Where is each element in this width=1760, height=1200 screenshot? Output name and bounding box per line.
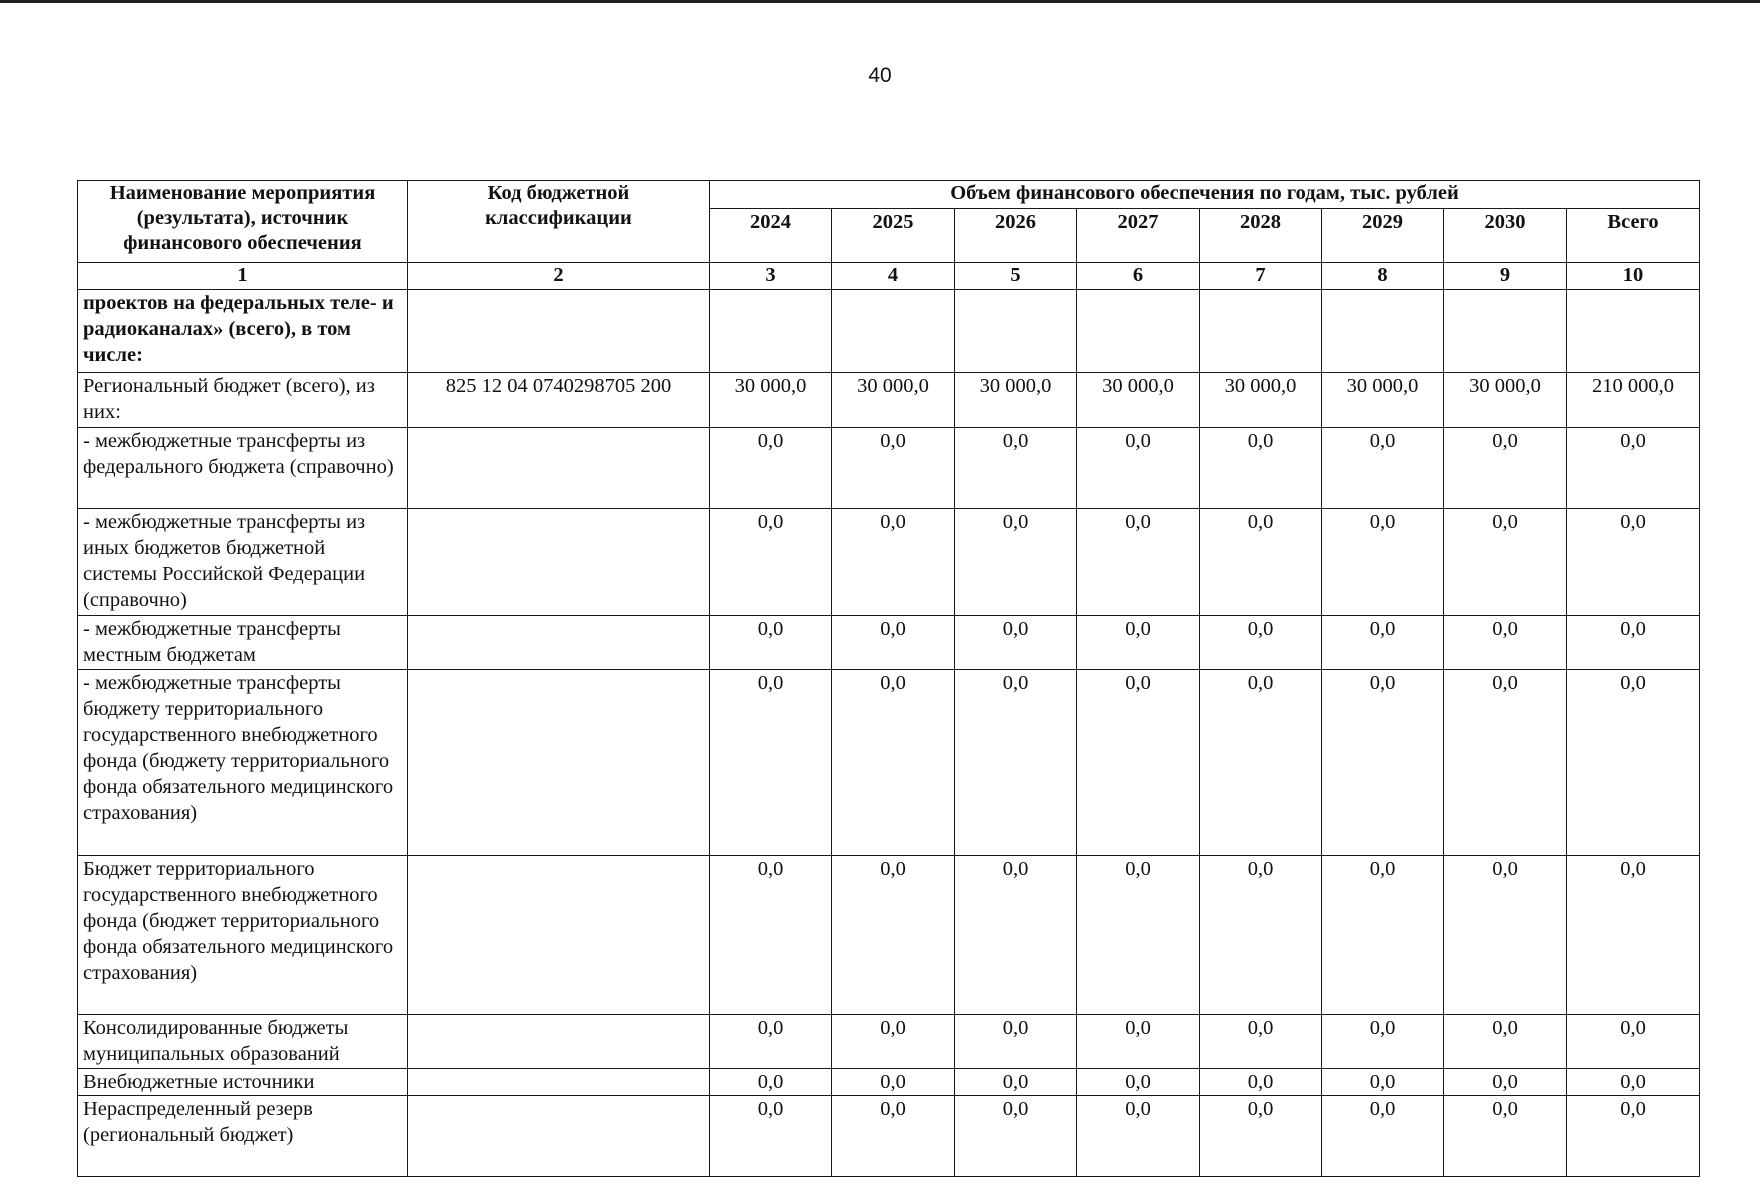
table-row — [78, 428, 1700, 509]
column-number: 8 — [1322, 263, 1444, 290]
row-code — [408, 428, 710, 509]
row-value: 30 000,0 — [832, 373, 955, 428]
table-row — [78, 1069, 1700, 1096]
row-value: 0,0 — [955, 856, 1077, 1015]
row-total: 0,0 — [1567, 1096, 1700, 1177]
column-number: 10 — [1567, 263, 1700, 290]
financing-table — [77, 180, 1700, 1177]
row-total — [1567, 290, 1700, 373]
header-code-column: Код бюджетной классификации — [408, 181, 710, 263]
row-code — [408, 1069, 710, 1096]
page-top-rule — [0, 0, 1760, 3]
row-value: 30 000,0 — [1322, 373, 1444, 428]
row-value: 0,0 — [832, 1015, 955, 1069]
table-row — [78, 1015, 1700, 1069]
row-value: 0,0 — [955, 670, 1077, 856]
row-code — [408, 1096, 710, 1177]
row-value: 0,0 — [710, 1015, 832, 1069]
row-value: 0,0 — [1322, 616, 1444, 670]
row-value: 0,0 — [832, 1096, 955, 1177]
row-value — [1077, 290, 1200, 373]
row-value: 0,0 — [955, 509, 1077, 616]
row-value: 0,0 — [1200, 509, 1322, 616]
row-value: 0,0 — [1322, 509, 1444, 616]
header-year: 2024 — [710, 209, 832, 263]
column-number: 4 — [832, 263, 955, 290]
row-value: 0,0 — [1322, 1015, 1444, 1069]
row-value: 0,0 — [955, 1096, 1077, 1177]
row-value: 0,0 — [710, 1096, 832, 1177]
header-volume-group: Объем финансового обеспечения по годам, тыс. рублей — [710, 181, 1700, 209]
table-row — [78, 616, 1700, 670]
row-value: 0,0 — [832, 1069, 955, 1096]
row-value: 30 000,0 — [1200, 373, 1322, 428]
table-row — [78, 290, 1700, 373]
row-code — [408, 290, 710, 373]
table-row — [78, 1096, 1700, 1177]
row-value: 0,0 — [832, 616, 955, 670]
row-value: 0,0 — [710, 509, 832, 616]
row-value: 0,0 — [1077, 1015, 1200, 1069]
row-value: 0,0 — [1200, 428, 1322, 509]
row-total: 0,0 — [1567, 670, 1700, 856]
row-code — [408, 1015, 710, 1069]
row-value: 0,0 — [1444, 428, 1567, 509]
row-value: 0,0 — [1077, 1096, 1200, 1177]
row-value: 0,0 — [1444, 1015, 1567, 1069]
row-value: 0,0 — [1200, 670, 1322, 856]
header-year: 2030 — [1444, 209, 1567, 263]
row-value: 0,0 — [1444, 1069, 1567, 1096]
row-value: 0,0 — [710, 616, 832, 670]
page-number: 40 — [868, 64, 892, 87]
row-value: 0,0 — [832, 509, 955, 616]
row-value: 0,0 — [1077, 616, 1200, 670]
row-value: 0,0 — [1322, 1096, 1444, 1177]
table-row — [78, 670, 1700, 856]
row-total: 0,0 — [1567, 856, 1700, 1015]
row-value: 30 000,0 — [1444, 373, 1567, 428]
row-total: 0,0 — [1567, 509, 1700, 616]
row-name: Региональный бюджет (всего), из них: — [78, 373, 408, 428]
row-total: 0,0 — [1567, 428, 1700, 509]
column-number: 7 — [1200, 263, 1322, 290]
row-value: 30 000,0 — [955, 373, 1077, 428]
header-year: 2028 — [1200, 209, 1322, 263]
row-value: 0,0 — [1200, 1069, 1322, 1096]
column-number: 3 — [710, 263, 832, 290]
column-number: 5 — [955, 263, 1077, 290]
row-value: 30 000,0 — [710, 373, 832, 428]
row-code: 825 12 04 0740298705 200 — [408, 373, 710, 428]
row-total: 0,0 — [1567, 1069, 1700, 1096]
row-value: 0,0 — [1200, 616, 1322, 670]
row-value: 0,0 — [710, 856, 832, 1015]
row-name: - межбюджетные трансферты местным бюджетам — [78, 616, 408, 670]
column-number: 2 — [408, 263, 710, 290]
header-year: 2027 — [1077, 209, 1200, 263]
header-name-column: Наименование мероприятия (результата), источник финансового обеспечения — [78, 181, 408, 263]
row-value — [1200, 290, 1322, 373]
row-value: 0,0 — [955, 616, 1077, 670]
header-total: Всего — [1567, 209, 1700, 263]
row-name: - межбюджетные трансферты из иных бюджетов бюджетной системы Российской Федерации (справочно) — [78, 509, 408, 616]
row-value: 0,0 — [1322, 1069, 1444, 1096]
row-code — [408, 616, 710, 670]
row-value: 0,0 — [1077, 428, 1200, 509]
row-name: - межбюджетные трансферты из федерального бюджета (справочно) — [78, 428, 408, 509]
row-value — [955, 290, 1077, 373]
row-value: 0,0 — [1322, 428, 1444, 509]
row-value: 0,0 — [832, 428, 955, 509]
row-value: 0,0 — [1444, 670, 1567, 856]
row-value: 0,0 — [1200, 856, 1322, 1015]
row-value: 0,0 — [710, 1069, 832, 1096]
row-name: Бюджет территориального государственного внебюджетного фонда (бюджет территориального фонда обязательного медицинского страхования) — [78, 856, 408, 1015]
table-row — [78, 856, 1700, 1015]
row-value — [1322, 290, 1444, 373]
row-value: 0,0 — [1077, 670, 1200, 856]
column-number: 6 — [1077, 263, 1200, 290]
row-value: 0,0 — [1077, 509, 1200, 616]
row-code — [408, 509, 710, 616]
row-value: 0,0 — [1444, 616, 1567, 670]
row-value: 0,0 — [1200, 1015, 1322, 1069]
row-value: 0,0 — [1077, 1069, 1200, 1096]
row-value — [1444, 290, 1567, 373]
table-row — [78, 509, 1700, 616]
header-year: 2026 — [955, 209, 1077, 263]
row-code — [408, 670, 710, 856]
row-value: 0,0 — [710, 670, 832, 856]
row-value: 0,0 — [1322, 856, 1444, 1015]
row-value: 0,0 — [955, 1015, 1077, 1069]
row-total: 0,0 — [1567, 1015, 1700, 1069]
row-value — [832, 290, 955, 373]
header-year: 2025 — [832, 209, 955, 263]
row-name: Внебюджетные источники — [78, 1069, 408, 1096]
row-value: 0,0 — [955, 428, 1077, 509]
row-value: 0,0 — [1200, 1096, 1322, 1177]
row-value: 0,0 — [1444, 509, 1567, 616]
row-total: 0,0 — [1567, 616, 1700, 670]
row-value: 0,0 — [1322, 670, 1444, 856]
row-code — [408, 856, 710, 1015]
row-value: 0,0 — [1077, 856, 1200, 1015]
row-value: 0,0 — [832, 856, 955, 1015]
column-number: 1 — [78, 263, 408, 290]
row-name: проектов на федеральных теле- и радиоканалах» (всего), в том числе: — [78, 290, 408, 373]
row-name: Консолидированные бюджеты муниципальных образований — [78, 1015, 408, 1069]
row-total: 210 000,0 — [1567, 373, 1700, 428]
row-value — [710, 290, 832, 373]
row-value: 0,0 — [832, 670, 955, 856]
table-row — [78, 373, 1700, 428]
column-number: 9 — [1444, 263, 1567, 290]
row-value: 0,0 — [1444, 856, 1567, 1015]
row-value: 0,0 — [955, 1069, 1077, 1096]
row-value: 0,0 — [1444, 1096, 1567, 1177]
row-name: Нераспределенный резерв (региональный бюджет) — [78, 1096, 408, 1177]
row-value: 0,0 — [710, 428, 832, 509]
row-name: - межбюджетные трансферты бюджету территориального государственного внебюджетного фонда (бюджету территориального фонда обязательного медицинского страхования) — [78, 670, 408, 856]
row-value: 30 000,0 — [1077, 373, 1200, 428]
header-year: 2029 — [1322, 209, 1444, 263]
